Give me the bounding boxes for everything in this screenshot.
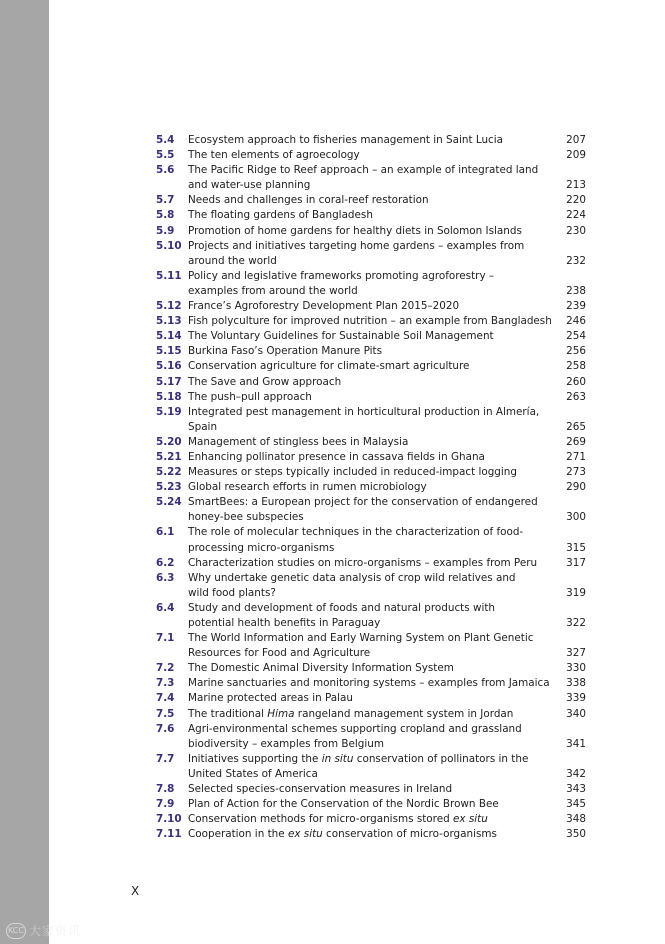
toc-entry-title: The Voluntary Guidelines for Sustainable Soil Management bbox=[188, 330, 494, 343]
toc-entry-page: 269 bbox=[566, 435, 586, 448]
toc-entry bbox=[156, 812, 586, 827]
toc-entry-number: 5.9 bbox=[156, 224, 175, 237]
toc-entry-number: 5.8 bbox=[156, 209, 175, 222]
toc-entry-title: Management of stingless bees in Malaysia bbox=[188, 435, 409, 448]
toc-entry-page: 317 bbox=[566, 556, 586, 569]
toc-entry-number: 5.24 bbox=[156, 496, 182, 509]
toc-entry bbox=[156, 601, 586, 631]
toc-entry-number: 7.2 bbox=[156, 662, 175, 675]
toc-entry-page: 330 bbox=[566, 662, 586, 675]
toc-entry bbox=[156, 525, 586, 555]
toc-entry bbox=[156, 631, 586, 661]
toc-entry bbox=[156, 691, 586, 706]
toc-entry-number: 5.20 bbox=[156, 435, 182, 448]
toc-entry-title: Global research efforts in rumen microbiology bbox=[188, 481, 427, 494]
toc-entry-title: Conservation methods for micro-organisms stored ex situ bbox=[188, 813, 488, 826]
toc-entry bbox=[156, 827, 586, 842]
toc-entry bbox=[156, 676, 586, 691]
toc-entry-title: Projects and initiatives targeting home gardens – examples from around the world bbox=[188, 239, 525, 267]
toc-entry-number: 5.22 bbox=[156, 466, 182, 479]
toc-entry-page: 273 bbox=[566, 466, 586, 479]
toc-entry bbox=[156, 133, 586, 148]
toc-entry bbox=[156, 269, 586, 299]
toc-entry bbox=[156, 571, 586, 601]
toc-entry-number: 7.5 bbox=[156, 707, 175, 720]
toc-entry bbox=[156, 193, 586, 208]
toc-entry bbox=[156, 299, 586, 314]
toc-entry-title: France’s Agroforestry Development Plan 2015–2020 bbox=[188, 300, 460, 313]
toc-entry bbox=[156, 782, 586, 797]
toc-entry-number: 5.5 bbox=[156, 149, 175, 162]
toc-entry-page: 342 bbox=[566, 767, 586, 780]
toc-entry-number: 7.8 bbox=[156, 783, 175, 796]
toc-entry-page: 348 bbox=[566, 813, 586, 826]
toc-entry-page: 350 bbox=[566, 828, 586, 841]
toc-entry-number: 5.18 bbox=[156, 390, 182, 403]
toc-entry bbox=[156, 661, 586, 676]
toc-entry-page: 319 bbox=[566, 586, 586, 599]
toc-entry-page: 213 bbox=[566, 179, 586, 192]
toc-entry-number: 5.19 bbox=[156, 405, 182, 418]
toc-entry-title: Study and development of foods and natural products with potential health benefits in Paraguay bbox=[188, 601, 496, 629]
toc-entry bbox=[156, 224, 586, 239]
watermark-logo-icon: KCC bbox=[6, 923, 26, 939]
toc-entry bbox=[156, 465, 586, 480]
toc-entry-page: 220 bbox=[566, 194, 586, 207]
toc-entry bbox=[156, 148, 586, 163]
toc-entry bbox=[156, 359, 586, 374]
toc-entry bbox=[156, 722, 586, 752]
toc-entry-title: Selected species-conservation measures in Ireland bbox=[188, 783, 453, 796]
toc-entry-number: 5.21 bbox=[156, 450, 182, 463]
toc-entry-number: 7.9 bbox=[156, 798, 175, 811]
toc-entry bbox=[156, 405, 586, 435]
toc-entry-title: Ecosystem approach to fisheries management in Saint Lucia bbox=[188, 134, 504, 146]
toc-entry-title: Marine sanctuaries and monitoring systems – examples from Jamaica bbox=[188, 677, 550, 690]
toc-entry-page: 260 bbox=[566, 375, 586, 388]
toc-entry-number: 6.3 bbox=[156, 571, 175, 584]
toc-entry-number: 7.1 bbox=[156, 632, 175, 645]
toc-entry-number: 6.1 bbox=[156, 526, 175, 539]
toc-entry-page: 265 bbox=[566, 420, 586, 433]
toc-entry-page: 327 bbox=[566, 647, 586, 660]
toc-entry-number: 5.15 bbox=[156, 345, 182, 358]
toc-entry-title: Agri-environmental schemes supporting cropland and grassland biodiversity – examples from Belgium bbox=[188, 722, 522, 750]
toc-entry bbox=[156, 495, 586, 525]
toc-entry bbox=[156, 450, 586, 465]
toc-entry bbox=[156, 239, 586, 269]
toc-entry-page: 315 bbox=[566, 541, 586, 554]
toc-entry-number: 7.3 bbox=[156, 677, 175, 690]
toc-entry-page: 209 bbox=[566, 149, 586, 162]
table-of-contents bbox=[156, 133, 586, 842]
toc-entry-title: The Save and Grow approach bbox=[188, 375, 342, 388]
toc-entry-title: Cooperation in the ex situ conservation of micro-organisms bbox=[188, 828, 497, 841]
toc-entry bbox=[156, 707, 586, 722]
toc-entry bbox=[156, 435, 586, 450]
toc-entry-number: 6.4 bbox=[156, 601, 175, 614]
toc-entry-page: 230 bbox=[566, 224, 586, 237]
toc-entry-number: 5.23 bbox=[156, 481, 182, 494]
toc-entry-title: Promotion of home gardens for healthy diets in Solomon Islands bbox=[188, 224, 522, 237]
toc-entry-page: 339 bbox=[566, 692, 586, 705]
toc-entry-page: 246 bbox=[566, 315, 586, 328]
toc-entry-page: 338 bbox=[566, 677, 586, 690]
toc-entry-number: 5.17 bbox=[156, 375, 182, 388]
toc-entry-title: The traditional Hima rangeland management system in Jordan bbox=[188, 707, 514, 720]
toc-entry-number: 5.12 bbox=[156, 300, 182, 313]
toc-entry-number: 5.4 bbox=[156, 134, 175, 146]
toc-entry-number: 5.7 bbox=[156, 194, 175, 207]
toc-entry-page: 258 bbox=[566, 360, 586, 373]
toc-entry-title: Burkina Faso’s Operation Manure Pits bbox=[188, 345, 382, 358]
toc-entry-page: 290 bbox=[566, 481, 586, 494]
toc-entry bbox=[156, 390, 586, 405]
toc-entry-title: Characterization studies on micro-organisms – examples from Peru bbox=[188, 556, 538, 569]
toc-entry-title: Initiatives supporting the in situ conservation of pollinators in the United States of America bbox=[188, 752, 529, 780]
toc-entry-page: 271 bbox=[566, 450, 586, 463]
toc-entry-page: 263 bbox=[566, 390, 586, 403]
toc-entry-page: 345 bbox=[566, 798, 586, 811]
toc-entry-page: 340 bbox=[566, 707, 586, 720]
side-margin-strip bbox=[0, 0, 49, 944]
toc-entry bbox=[156, 208, 586, 223]
toc-entry bbox=[156, 344, 586, 359]
toc-entry-number: 5.14 bbox=[156, 330, 182, 343]
toc-entry-number: 5.16 bbox=[156, 360, 182, 373]
toc-entry-number: 7.4 bbox=[156, 692, 175, 705]
toc-entry-number: 7.6 bbox=[156, 722, 175, 735]
watermark bbox=[6, 922, 81, 939]
toc-entry-number: 5.10 bbox=[156, 239, 182, 252]
toc-entry bbox=[156, 556, 586, 571]
toc-entry-page: 343 bbox=[566, 783, 586, 796]
toc-entry-page: 232 bbox=[566, 254, 586, 267]
toc-entry bbox=[156, 375, 586, 390]
toc-entry-page: 207 bbox=[566, 134, 586, 146]
toc-entry-page: 224 bbox=[566, 209, 586, 222]
toc-entry-page: 300 bbox=[566, 511, 586, 524]
toc-entry-title: The role of molecular techniques in the characterization of food- processing micro-organisms bbox=[188, 526, 524, 554]
toc-entry-page: 254 bbox=[566, 330, 586, 343]
toc-entry-page: 341 bbox=[566, 737, 586, 750]
toc-entry-page: 238 bbox=[566, 284, 586, 297]
toc-entry-title: Fish polyculture for improved nutrition – an example from Bangladesh bbox=[188, 315, 552, 328]
toc-entry-title: The ten elements of agroecology bbox=[188, 149, 360, 162]
toc-entry-title: The floating gardens of Bangladesh bbox=[188, 209, 373, 222]
page-number: X bbox=[131, 884, 140, 898]
toc-entry-title: The Pacific Ridge to Reef approach – an example of integrated land and water-use planning bbox=[188, 164, 539, 192]
toc-entry bbox=[156, 797, 586, 812]
toc-entry bbox=[156, 163, 586, 193]
toc-entry-number: 6.2 bbox=[156, 556, 175, 569]
toc-entry-page: 239 bbox=[566, 300, 586, 313]
toc-entry-title: The Domestic Animal Diversity Information System bbox=[188, 662, 454, 675]
toc-entry-title: SmartBees: a European project for the conservation of endangered honey-bee subspecies bbox=[188, 496, 538, 524]
toc-entry bbox=[156, 329, 586, 344]
toc-entry-number: 7.7 bbox=[156, 752, 175, 765]
toc-entry-title: Measures or steps typically included in reduced-impact logging bbox=[188, 466, 517, 479]
toc-entry bbox=[156, 752, 586, 782]
toc-entry-title: Policy and legislative frameworks promoting agroforestry – examples from around the world bbox=[188, 269, 495, 297]
toc-entry-title: Plan of Action for the Conservation of the Nordic Brown Bee bbox=[188, 798, 499, 811]
toc-entry-number: 7.11 bbox=[156, 828, 182, 841]
watermark-text: 大家资讯 bbox=[29, 924, 82, 938]
toc-entry-title: Why undertake genetic data analysis of crop wild relatives and wild food plants? bbox=[188, 571, 516, 599]
toc-entry-title: The World Information and Early Warning System on Plant Genetic Resources for Food and Agriculture bbox=[188, 632, 534, 660]
toc-entry-title: Conservation agriculture for climate-smart agriculture bbox=[188, 360, 470, 373]
toc-entry-number: 5.6 bbox=[156, 164, 175, 177]
toc-entry-title: Marine protected areas in Palau bbox=[188, 692, 353, 705]
toc-entry-title: Needs and challenges in coral-reef restoration bbox=[188, 194, 429, 207]
toc-entry-title: The push–pull approach bbox=[188, 390, 312, 403]
toc-entry-title: Integrated pest management in horticultural production in Almería, Spain bbox=[188, 405, 540, 433]
toc-entry-number: 5.11 bbox=[156, 269, 182, 282]
toc-entry-page: 322 bbox=[566, 617, 586, 629]
toc-entry-title: Enhancing pollinator presence in cassava fields in Ghana bbox=[188, 450, 485, 463]
toc-entry-page: 256 bbox=[566, 345, 586, 358]
toc-entry bbox=[156, 480, 586, 495]
toc-entry-number: 7.10 bbox=[156, 813, 182, 826]
toc-entry-number: 5.13 bbox=[156, 315, 182, 328]
toc-entry bbox=[156, 314, 586, 329]
